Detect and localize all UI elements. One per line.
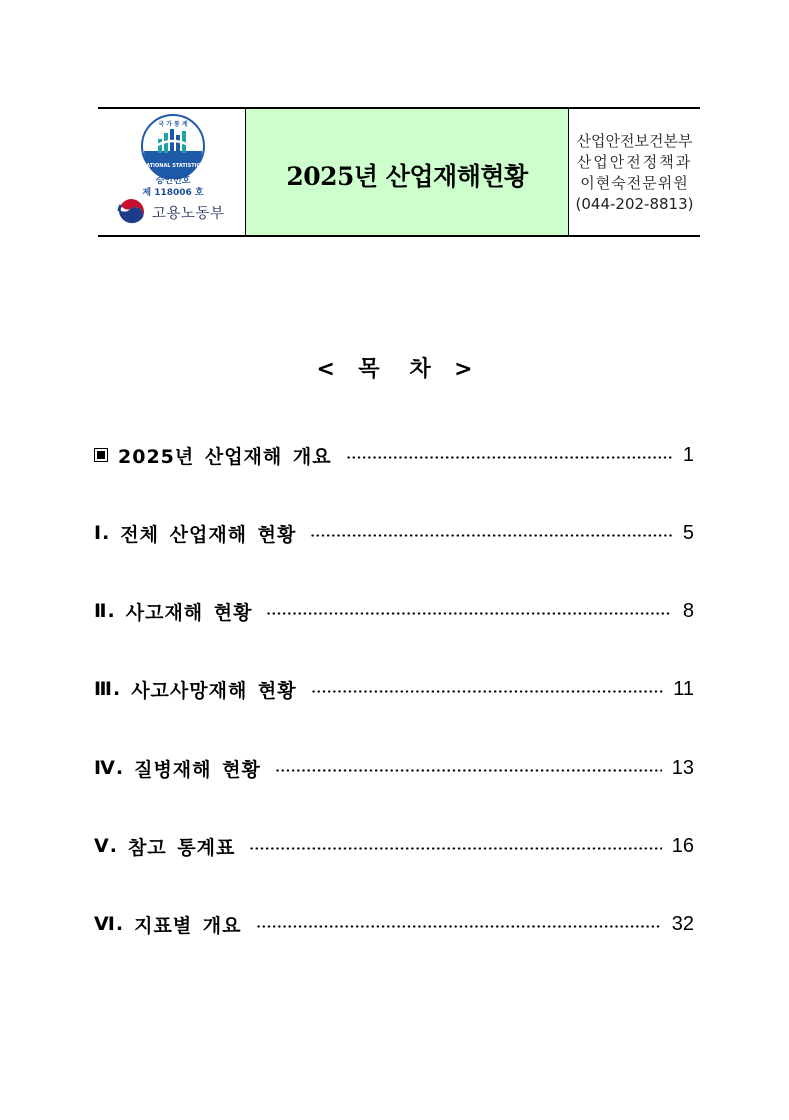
toc-page-number: 11 bbox=[673, 677, 694, 700]
toc-page-number: 13 bbox=[671, 756, 694, 779]
toc-item[interactable] bbox=[94, 909, 694, 939]
toc-item-marker: Ⅴ. bbox=[94, 835, 118, 857]
approval-number: 제 118006 호 bbox=[142, 188, 204, 198]
dot-leader bbox=[346, 456, 672, 459]
toc-heading bbox=[0, 352, 789, 383]
toc-item[interactable] bbox=[94, 518, 694, 548]
svg-text:국 가 통 계: 국 가 통 계 bbox=[158, 121, 188, 128]
contact-division: 산업안전정책과 bbox=[576, 153, 693, 171]
contact-department: 산업안전보건본부 bbox=[576, 132, 693, 150]
report-header-table bbox=[98, 107, 700, 237]
toc-page-number: 16 bbox=[671, 834, 694, 857]
toc-item-label: 2025년 산업재해 개요 bbox=[118, 445, 332, 468]
approval-info bbox=[128, 175, 218, 199]
toc-item-label: 참고 통계표 bbox=[127, 836, 236, 859]
dot-leader bbox=[266, 612, 672, 615]
approval-label: 승인번호 bbox=[155, 176, 191, 186]
ministry-name: 고용노동부 bbox=[152, 205, 225, 222]
toc-item-marker: Ⅳ. bbox=[94, 757, 125, 779]
ministry-logo bbox=[116, 197, 225, 227]
toc-item-marker: Ⅱ. bbox=[94, 600, 116, 622]
toc-item-label: 사고사망재해 현황 bbox=[131, 679, 297, 702]
national-statistics-emblem-icon bbox=[140, 113, 206, 179]
toc-item[interactable] bbox=[94, 674, 694, 704]
toc-item-label: 전체 산업재해 현황 bbox=[120, 523, 297, 546]
toc-item[interactable] bbox=[94, 596, 694, 626]
toc-item-marker: Ⅵ. bbox=[94, 913, 125, 935]
toc-page-number: 5 bbox=[682, 521, 694, 544]
contact-cell bbox=[569, 109, 700, 235]
toc-heading-right: 차 > bbox=[409, 357, 473, 382]
dot-leader bbox=[311, 690, 664, 693]
dot-leader bbox=[310, 534, 672, 537]
dot-leader bbox=[256, 925, 662, 928]
taegeuk-logo-icon bbox=[116, 197, 146, 227]
dot-leader bbox=[275, 769, 662, 772]
toc-page-number: 32 bbox=[671, 912, 694, 935]
logo-cell bbox=[98, 109, 246, 235]
title-cell bbox=[246, 109, 569, 235]
dot-leader bbox=[249, 847, 661, 850]
toc-heading-left: < 목 bbox=[316, 357, 380, 382]
toc-page-number: 1 bbox=[682, 443, 694, 466]
contact-person: 이현숙전문위원 bbox=[580, 174, 689, 192]
contact-phone: (044-202-8813) bbox=[575, 195, 694, 213]
toc-page-number: 8 bbox=[682, 599, 694, 622]
report-title: 2025년 산업재해현황 bbox=[286, 162, 528, 191]
square-bullet-icon bbox=[94, 448, 108, 462]
toc-item-label: 지표별 개요 bbox=[134, 914, 242, 937]
toc-item[interactable] bbox=[94, 753, 694, 783]
toc-item-label: 질병재해 현황 bbox=[134, 758, 261, 781]
toc-item-marker: Ⅲ. bbox=[94, 678, 122, 700]
toc-item-label: 사고재해 현황 bbox=[125, 601, 253, 624]
toc-item[interactable] bbox=[94, 440, 694, 470]
toc-item[interactable] bbox=[94, 831, 694, 861]
svg-text:NATIONAL STATISTICS: NATIONAL STATISTICS bbox=[142, 163, 204, 169]
toc-item-marker: Ⅰ. bbox=[94, 522, 111, 544]
